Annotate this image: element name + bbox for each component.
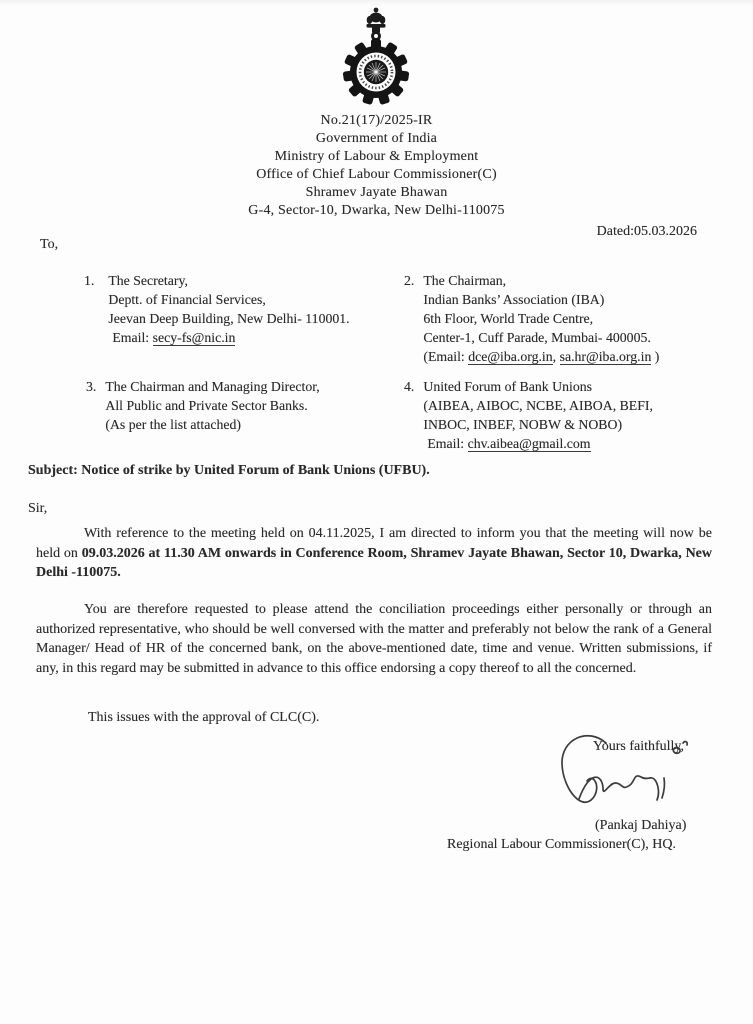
recipient-line: All Public and Private Sector Banks. (105, 398, 308, 413)
subject-line: Subject: Notice of strike by United Forum of Bank Unions (UFBU). (28, 463, 430, 478)
closing-phrase: Yours faithfully, (593, 739, 685, 754)
recipient-address (108, 271, 349, 347)
email-address: secy-fs@nic.in (152, 330, 236, 345)
org-line: Office of Chief Labour Commissioner(C) (256, 167, 497, 182)
signatory-title: Regional Labour Commissioner(C), HQ. (447, 837, 677, 852)
signatory-name: (Pankaj Dahiya) (595, 818, 687, 833)
recipient-number: 4. (404, 379, 415, 394)
reference-number: No.21(17)/2025-IR (320, 113, 433, 128)
recipient-line: United Forum of Bank Unions (423, 379, 592, 394)
recipient-line: 6th Floor, World Trade Centre, (423, 311, 594, 326)
email-suffix: ) (651, 349, 660, 364)
recipient-email-line (423, 434, 653, 453)
recipient-address (423, 271, 659, 366)
date-line: Dated:05.03.2026 (596, 224, 697, 239)
org-line: Ministry of Labour & Employment (274, 149, 479, 164)
email-label: (Email: (423, 349, 469, 364)
recipient-line: The Chairman, (423, 273, 507, 288)
recipient-line: (As per the list attached) (105, 417, 241, 432)
recipient-line: Deptt. of Financial Services, (108, 292, 266, 307)
email-address: chv.aibea@gmail.com (467, 436, 591, 451)
body-paragraph-2: You are therefore requested to please attend the conciliation proceedings either personally or through an authorized representative, who should be well conversed with the matter and preferably not below the rank of a General Manager/ Head of HR of the concerned bank, on the above-mentioned date, time and venue. Written submissions, if any, in this regard may be submitted in advance to this office endorsing a copy thereof to all the concerned. (36, 602, 712, 676)
signature-handwriting-icon (546, 731, 704, 827)
to-label: To, (40, 237, 59, 252)
salutation: Sir, (28, 501, 48, 516)
meeting-details-bold: 09.03.2026 at 11.30 AM onwards in Conference Room, Shramev Jayate Bhawan, Sector 10, Dwarka, New Delhi -110075. (36, 545, 713, 580)
recipient-line: INBOC, INBEF, NOBW & NOBO) (423, 417, 623, 432)
recipient-address (423, 377, 653, 453)
body-paragraph-3: This issues with the approval of CLC(C). (88, 710, 320, 725)
recipient-line: The Secretary, (108, 273, 188, 288)
ministry-of-labour-emblem-icon (328, 5, 424, 107)
org-line: Shramev Jayate Bhawan (305, 185, 448, 200)
recipient-email-line (108, 328, 349, 347)
recipient-4 (404, 377, 734, 453)
recipient-address (105, 377, 319, 434)
recipient-3 (86, 377, 401, 434)
paragraph-text: With reference to the meeting held on 04.11.2025, I am directed to inform you that the meeting will now be held on (36, 526, 712, 561)
recipient-number: 1. (84, 273, 95, 288)
recipient-number: 2. (404, 273, 415, 288)
recipient-2 (404, 271, 734, 366)
recipient-number: 3. (86, 379, 97, 394)
recipient-line: Jeevan Deep Building, New Delhi- 110001. (108, 311, 350, 326)
email-label: Email: (427, 436, 468, 451)
recipient-email-line (423, 347, 659, 366)
recipient-line: (AIBEA, AIBOC, NCBE, AIBOA, BEFI, (423, 398, 653, 413)
email-label: Email: (112, 330, 153, 345)
email-separator: , (552, 349, 560, 364)
body-paragraph-1 (36, 524, 712, 583)
email-address: dce@iba.org.in (468, 349, 553, 364)
recipient-line: Center-1, Cuff Parade, Mumbai- 400005. (423, 330, 651, 345)
email-address: sa.hr@iba.org.in (559, 349, 652, 364)
org-line: Government of India (315, 131, 438, 146)
letterhead (0, 112, 753, 220)
recipient-1 (84, 271, 399, 347)
recipient-line: Indian Banks’ Association (IBA) (423, 292, 605, 307)
recipient-line: The Chairman and Managing Director, (105, 379, 320, 394)
org-line: G-4, Sector-10, Dwarka, New Delhi-110075 (248, 203, 505, 218)
